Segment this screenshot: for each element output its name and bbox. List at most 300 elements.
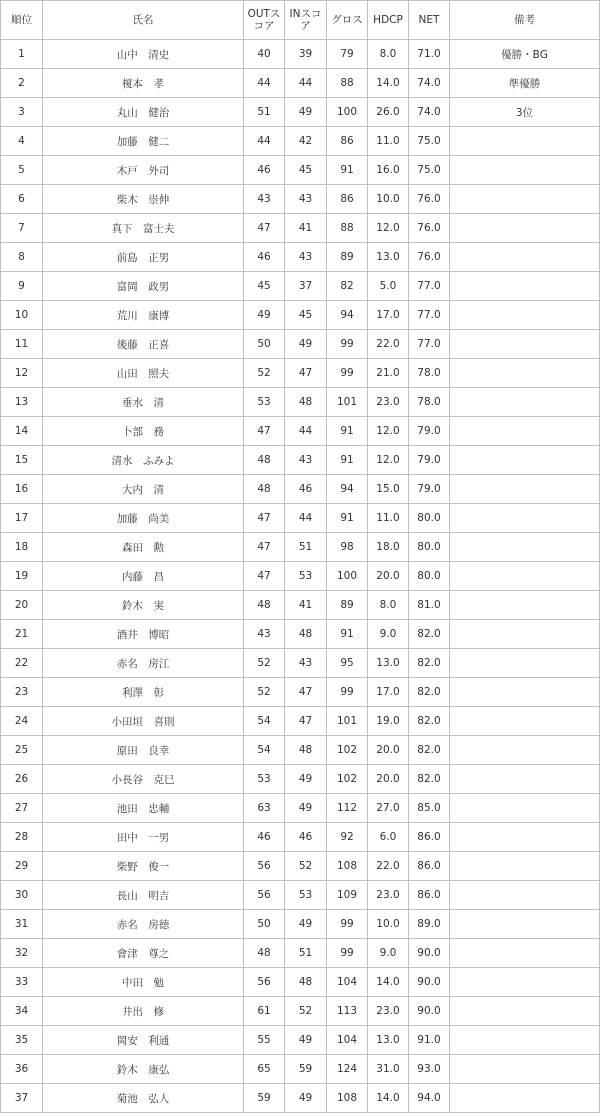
in-score-cell: 48 xyxy=(285,968,327,997)
out-score-cell: 48 xyxy=(244,446,285,475)
in-score-cell: 39 xyxy=(285,40,327,69)
net-cell: 75.0 xyxy=(409,127,450,156)
header-in-score: INスコア xyxy=(285,1,327,40)
table-row xyxy=(1,649,600,678)
net-cell: 90.0 xyxy=(409,939,450,968)
out-score-cell: 40 xyxy=(244,40,285,69)
table-row xyxy=(1,620,600,649)
in-score-cell: 43 xyxy=(285,446,327,475)
table-row xyxy=(1,823,600,852)
remarks-cell xyxy=(450,736,600,765)
table-row xyxy=(1,968,600,997)
net-cell: 80.0 xyxy=(409,504,450,533)
out-score-cell: 59 xyxy=(244,1084,285,1113)
name-cell: 山田 照夫 xyxy=(43,359,244,388)
table-row xyxy=(1,272,600,301)
header-hdcp: HDCP xyxy=(368,1,409,40)
remarks-cell xyxy=(450,765,600,794)
hdcp-cell: 9.0 xyxy=(368,939,409,968)
rank-cell: 37 xyxy=(1,1084,43,1113)
header-out-score: OUTスコア xyxy=(244,1,285,40)
name-cell: 山中 清史 xyxy=(43,40,244,69)
remarks-cell xyxy=(450,678,600,707)
remarks-cell xyxy=(450,301,600,330)
header-rank: 順位 xyxy=(1,1,43,40)
rank-cell: 16 xyxy=(1,475,43,504)
gross-cell: 94 xyxy=(327,301,368,330)
out-score-cell: 54 xyxy=(244,707,285,736)
in-score-cell: 42 xyxy=(285,127,327,156)
name-cell: 卜部 務 xyxy=(43,417,244,446)
out-score-cell: 47 xyxy=(244,562,285,591)
hdcp-cell: 14.0 xyxy=(368,69,409,98)
gross-cell: 108 xyxy=(327,852,368,881)
remarks-cell xyxy=(450,330,600,359)
name-cell: 菊池 弘人 xyxy=(43,1084,244,1113)
remarks-cell: 3位 xyxy=(450,98,600,127)
name-cell: 赤名 房江 xyxy=(43,649,244,678)
table-row xyxy=(1,678,600,707)
table-row xyxy=(1,736,600,765)
out-score-cell: 47 xyxy=(244,504,285,533)
table-row xyxy=(1,939,600,968)
gross-cell: 98 xyxy=(327,533,368,562)
net-cell: 91.0 xyxy=(409,1026,450,1055)
out-score-cell: 47 xyxy=(244,417,285,446)
name-cell: 荒川 康博 xyxy=(43,301,244,330)
out-score-cell: 46 xyxy=(244,823,285,852)
name-cell: 鈴木 康弘 xyxy=(43,1055,244,1084)
out-score-cell: 48 xyxy=(244,939,285,968)
out-score-cell: 49 xyxy=(244,301,285,330)
name-cell: 岡安 利通 xyxy=(43,1026,244,1055)
gross-cell: 100 xyxy=(327,98,368,127)
in-score-cell: 51 xyxy=(285,939,327,968)
table-row xyxy=(1,765,600,794)
hdcp-cell: 16.0 xyxy=(368,156,409,185)
rank-cell: 2 xyxy=(1,69,43,98)
net-cell: 81.0 xyxy=(409,591,450,620)
net-cell: 86.0 xyxy=(409,823,450,852)
name-cell: 富岡 政男 xyxy=(43,272,244,301)
header-name: 氏名 xyxy=(43,1,244,40)
name-cell: 池田 忠輔 xyxy=(43,794,244,823)
hdcp-cell: 11.0 xyxy=(368,127,409,156)
table-row xyxy=(1,388,600,417)
in-score-cell: 53 xyxy=(285,562,327,591)
hdcp-cell: 10.0 xyxy=(368,185,409,214)
gross-cell: 99 xyxy=(327,939,368,968)
table-row xyxy=(1,475,600,504)
gross-cell: 91 xyxy=(327,446,368,475)
remarks-cell xyxy=(450,504,600,533)
rank-cell: 5 xyxy=(1,156,43,185)
name-cell: 大内 清 xyxy=(43,475,244,504)
name-cell: 加藤 尚美 xyxy=(43,504,244,533)
gross-cell: 124 xyxy=(327,1055,368,1084)
gross-cell: 104 xyxy=(327,968,368,997)
gross-cell: 99 xyxy=(327,359,368,388)
name-cell: 酒井 博昭 xyxy=(43,620,244,649)
gross-cell: 104 xyxy=(327,1026,368,1055)
rank-cell: 4 xyxy=(1,127,43,156)
gross-cell: 102 xyxy=(327,736,368,765)
hdcp-cell: 11.0 xyxy=(368,504,409,533)
in-score-cell: 41 xyxy=(285,214,327,243)
table-body xyxy=(1,40,600,1113)
table-row xyxy=(1,69,600,98)
remarks-cell xyxy=(450,156,600,185)
table-row xyxy=(1,156,600,185)
remarks-cell xyxy=(450,359,600,388)
table-row xyxy=(1,214,600,243)
net-cell: 74.0 xyxy=(409,69,450,98)
in-score-cell: 52 xyxy=(285,997,327,1026)
remarks-cell xyxy=(450,620,600,649)
hdcp-cell: 22.0 xyxy=(368,852,409,881)
remarks-cell xyxy=(450,1026,600,1055)
out-score-cell: 54 xyxy=(244,736,285,765)
gross-cell: 82 xyxy=(327,272,368,301)
in-score-cell: 41 xyxy=(285,591,327,620)
remarks-cell xyxy=(450,968,600,997)
out-score-cell: 56 xyxy=(244,852,285,881)
gross-cell: 88 xyxy=(327,214,368,243)
hdcp-cell: 20.0 xyxy=(368,562,409,591)
rank-cell: 32 xyxy=(1,939,43,968)
table-row xyxy=(1,591,600,620)
out-score-cell: 56 xyxy=(244,881,285,910)
table-row xyxy=(1,533,600,562)
remarks-cell xyxy=(450,214,600,243)
name-cell: 木戸 外司 xyxy=(43,156,244,185)
in-score-cell: 49 xyxy=(285,794,327,823)
rank-cell: 30 xyxy=(1,881,43,910)
net-cell: 82.0 xyxy=(409,707,450,736)
rank-cell: 26 xyxy=(1,765,43,794)
table-row xyxy=(1,881,600,910)
out-score-cell: 55 xyxy=(244,1026,285,1055)
table-row xyxy=(1,359,600,388)
hdcp-cell: 20.0 xyxy=(368,736,409,765)
in-score-cell: 49 xyxy=(285,910,327,939)
rank-cell: 34 xyxy=(1,997,43,1026)
gross-cell: 91 xyxy=(327,620,368,649)
hdcp-cell: 15.0 xyxy=(368,475,409,504)
remarks-cell xyxy=(450,707,600,736)
gross-cell: 79 xyxy=(327,40,368,69)
net-cell: 86.0 xyxy=(409,852,450,881)
in-score-cell: 43 xyxy=(285,185,327,214)
hdcp-cell: 6.0 xyxy=(368,823,409,852)
remarks-cell xyxy=(450,1055,600,1084)
hdcp-cell: 31.0 xyxy=(368,1055,409,1084)
gross-cell: 94 xyxy=(327,475,368,504)
net-cell: 85.0 xyxy=(409,794,450,823)
net-cell: 80.0 xyxy=(409,562,450,591)
in-score-cell: 49 xyxy=(285,1084,327,1113)
table-row xyxy=(1,852,600,881)
out-score-cell: 53 xyxy=(244,765,285,794)
net-cell: 79.0 xyxy=(409,475,450,504)
rank-cell: 35 xyxy=(1,1026,43,1055)
name-cell: 會津 尊之 xyxy=(43,939,244,968)
name-cell: 利澤 彰 xyxy=(43,678,244,707)
rank-cell: 23 xyxy=(1,678,43,707)
header-net: NET xyxy=(409,1,450,40)
hdcp-cell: 14.0 xyxy=(368,1084,409,1113)
net-cell: 80.0 xyxy=(409,533,450,562)
table-row xyxy=(1,98,600,127)
hdcp-cell: 13.0 xyxy=(368,649,409,678)
in-score-cell: 49 xyxy=(285,98,327,127)
net-cell: 74.0 xyxy=(409,98,450,127)
hdcp-cell: 13.0 xyxy=(368,243,409,272)
rank-cell: 21 xyxy=(1,620,43,649)
rank-cell: 1 xyxy=(1,40,43,69)
net-cell: 86.0 xyxy=(409,881,450,910)
hdcp-cell: 23.0 xyxy=(368,388,409,417)
out-score-cell: 56 xyxy=(244,968,285,997)
net-cell: 94.0 xyxy=(409,1084,450,1113)
gross-cell: 99 xyxy=(327,330,368,359)
gross-cell: 101 xyxy=(327,707,368,736)
in-score-cell: 48 xyxy=(285,388,327,417)
remarks-cell xyxy=(450,591,600,620)
net-cell: 89.0 xyxy=(409,910,450,939)
header-gross: グロス xyxy=(327,1,368,40)
name-cell: 清水 ふみよ xyxy=(43,446,244,475)
in-score-cell: 37 xyxy=(285,272,327,301)
gross-cell: 91 xyxy=(327,156,368,185)
name-cell: 柴野 俊一 xyxy=(43,852,244,881)
remarks-cell xyxy=(450,127,600,156)
remarks-cell xyxy=(450,910,600,939)
hdcp-cell: 23.0 xyxy=(368,997,409,1026)
hdcp-cell: 18.0 xyxy=(368,533,409,562)
name-cell: 前島 正男 xyxy=(43,243,244,272)
table-row xyxy=(1,707,600,736)
name-cell: 田中 一男 xyxy=(43,823,244,852)
out-score-cell: 48 xyxy=(244,591,285,620)
in-score-cell: 48 xyxy=(285,620,327,649)
rank-cell: 25 xyxy=(1,736,43,765)
hdcp-cell: 22.0 xyxy=(368,330,409,359)
net-cell: 82.0 xyxy=(409,649,450,678)
hdcp-cell: 26.0 xyxy=(368,98,409,127)
gross-cell: 86 xyxy=(327,185,368,214)
gross-cell: 113 xyxy=(327,997,368,1026)
out-score-cell: 48 xyxy=(244,475,285,504)
hdcp-cell: 21.0 xyxy=(368,359,409,388)
in-score-cell: 43 xyxy=(285,243,327,272)
remarks-cell xyxy=(450,417,600,446)
table-row xyxy=(1,185,600,214)
gross-cell: 91 xyxy=(327,417,368,446)
header-row xyxy=(1,1,600,40)
in-score-cell: 53 xyxy=(285,881,327,910)
remarks-cell xyxy=(450,881,600,910)
remarks-cell xyxy=(450,794,600,823)
gross-cell: 101 xyxy=(327,388,368,417)
in-score-cell: 49 xyxy=(285,1026,327,1055)
remarks-cell xyxy=(450,185,600,214)
table-row xyxy=(1,301,600,330)
hdcp-cell: 17.0 xyxy=(368,678,409,707)
table-row xyxy=(1,1084,600,1113)
name-cell: 森田 勲 xyxy=(43,533,244,562)
in-score-cell: 44 xyxy=(285,417,327,446)
gross-cell: 91 xyxy=(327,504,368,533)
remarks-cell xyxy=(450,446,600,475)
rank-cell: 18 xyxy=(1,533,43,562)
gross-cell: 100 xyxy=(327,562,368,591)
gross-cell: 92 xyxy=(327,823,368,852)
remarks-cell xyxy=(450,388,600,417)
rank-cell: 24 xyxy=(1,707,43,736)
out-score-cell: 46 xyxy=(244,243,285,272)
in-score-cell: 48 xyxy=(285,736,327,765)
hdcp-cell: 9.0 xyxy=(368,620,409,649)
in-score-cell: 59 xyxy=(285,1055,327,1084)
header-remarks: 備考 xyxy=(450,1,600,40)
net-cell: 71.0 xyxy=(409,40,450,69)
gross-cell: 99 xyxy=(327,910,368,939)
hdcp-cell: 14.0 xyxy=(368,968,409,997)
net-cell: 90.0 xyxy=(409,997,450,1026)
out-score-cell: 46 xyxy=(244,156,285,185)
table-row xyxy=(1,40,600,69)
net-cell: 76.0 xyxy=(409,243,450,272)
rank-cell: 17 xyxy=(1,504,43,533)
name-cell: 長山 明吉 xyxy=(43,881,244,910)
in-score-cell: 44 xyxy=(285,69,327,98)
in-score-cell: 46 xyxy=(285,823,327,852)
rank-cell: 19 xyxy=(1,562,43,591)
table-row xyxy=(1,910,600,939)
hdcp-cell: 12.0 xyxy=(368,214,409,243)
rank-cell: 29 xyxy=(1,852,43,881)
rank-cell: 36 xyxy=(1,1055,43,1084)
out-score-cell: 52 xyxy=(244,678,285,707)
hdcp-cell: 19.0 xyxy=(368,707,409,736)
table-row xyxy=(1,504,600,533)
out-score-cell: 51 xyxy=(244,98,285,127)
rank-cell: 6 xyxy=(1,185,43,214)
name-cell: 小長谷 克巳 xyxy=(43,765,244,794)
out-score-cell: 61 xyxy=(244,997,285,1026)
rank-cell: 28 xyxy=(1,823,43,852)
remarks-cell xyxy=(450,997,600,1026)
name-cell: 後藤 正喜 xyxy=(43,330,244,359)
net-cell: 82.0 xyxy=(409,736,450,765)
hdcp-cell: 23.0 xyxy=(368,881,409,910)
rank-cell: 10 xyxy=(1,301,43,330)
name-cell: 垂水 清 xyxy=(43,388,244,417)
name-cell: 赤名 房徳 xyxy=(43,910,244,939)
hdcp-cell: 17.0 xyxy=(368,301,409,330)
in-score-cell: 45 xyxy=(285,301,327,330)
gross-cell: 86 xyxy=(327,127,368,156)
rank-cell: 12 xyxy=(1,359,43,388)
table-row xyxy=(1,1055,600,1084)
table-row xyxy=(1,127,600,156)
gross-cell: 89 xyxy=(327,591,368,620)
remarks-cell xyxy=(450,272,600,301)
in-score-cell: 51 xyxy=(285,533,327,562)
in-score-cell: 46 xyxy=(285,475,327,504)
net-cell: 79.0 xyxy=(409,417,450,446)
in-score-cell: 52 xyxy=(285,852,327,881)
out-score-cell: 65 xyxy=(244,1055,285,1084)
rank-cell: 20 xyxy=(1,591,43,620)
hdcp-cell: 20.0 xyxy=(368,765,409,794)
gross-cell: 99 xyxy=(327,678,368,707)
net-cell: 76.0 xyxy=(409,214,450,243)
table-row xyxy=(1,243,600,272)
table-row xyxy=(1,997,600,1026)
out-score-cell: 45 xyxy=(244,272,285,301)
rank-cell: 3 xyxy=(1,98,43,127)
hdcp-cell: 10.0 xyxy=(368,910,409,939)
gross-cell: 112 xyxy=(327,794,368,823)
out-score-cell: 63 xyxy=(244,794,285,823)
name-cell: 井出 修 xyxy=(43,997,244,1026)
in-score-cell: 47 xyxy=(285,707,327,736)
out-score-cell: 44 xyxy=(244,127,285,156)
net-cell: 77.0 xyxy=(409,272,450,301)
table-row xyxy=(1,1026,600,1055)
remarks-cell xyxy=(450,533,600,562)
out-score-cell: 44 xyxy=(244,69,285,98)
name-cell: 小田垣 喜則 xyxy=(43,707,244,736)
rank-cell: 27 xyxy=(1,794,43,823)
remarks-cell xyxy=(450,852,600,881)
name-cell: 加藤 健二 xyxy=(43,127,244,156)
net-cell: 78.0 xyxy=(409,388,450,417)
net-cell: 77.0 xyxy=(409,301,450,330)
out-score-cell: 52 xyxy=(244,359,285,388)
rank-cell: 31 xyxy=(1,910,43,939)
gross-cell: 95 xyxy=(327,649,368,678)
in-score-cell: 49 xyxy=(285,765,327,794)
in-score-cell: 49 xyxy=(285,330,327,359)
remarks-cell xyxy=(450,823,600,852)
rank-cell: 7 xyxy=(1,214,43,243)
net-cell: 82.0 xyxy=(409,620,450,649)
name-cell: 原田 良幸 xyxy=(43,736,244,765)
table-row xyxy=(1,330,600,359)
net-cell: 90.0 xyxy=(409,968,450,997)
name-cell: 中田 勉 xyxy=(43,968,244,997)
rank-cell: 8 xyxy=(1,243,43,272)
out-score-cell: 43 xyxy=(244,185,285,214)
hdcp-cell: 8.0 xyxy=(368,591,409,620)
remarks-cell xyxy=(450,562,600,591)
out-score-cell: 47 xyxy=(244,533,285,562)
name-cell: 内藤 昌 xyxy=(43,562,244,591)
remarks-cell: 準優勝 xyxy=(450,69,600,98)
out-score-cell: 53 xyxy=(244,388,285,417)
net-cell: 75.0 xyxy=(409,156,450,185)
net-cell: 79.0 xyxy=(409,446,450,475)
in-score-cell: 47 xyxy=(285,359,327,388)
table-row xyxy=(1,562,600,591)
net-cell: 93.0 xyxy=(409,1055,450,1084)
out-score-cell: 52 xyxy=(244,649,285,678)
hdcp-cell: 27.0 xyxy=(368,794,409,823)
name-cell: 真下 富士夫 xyxy=(43,214,244,243)
